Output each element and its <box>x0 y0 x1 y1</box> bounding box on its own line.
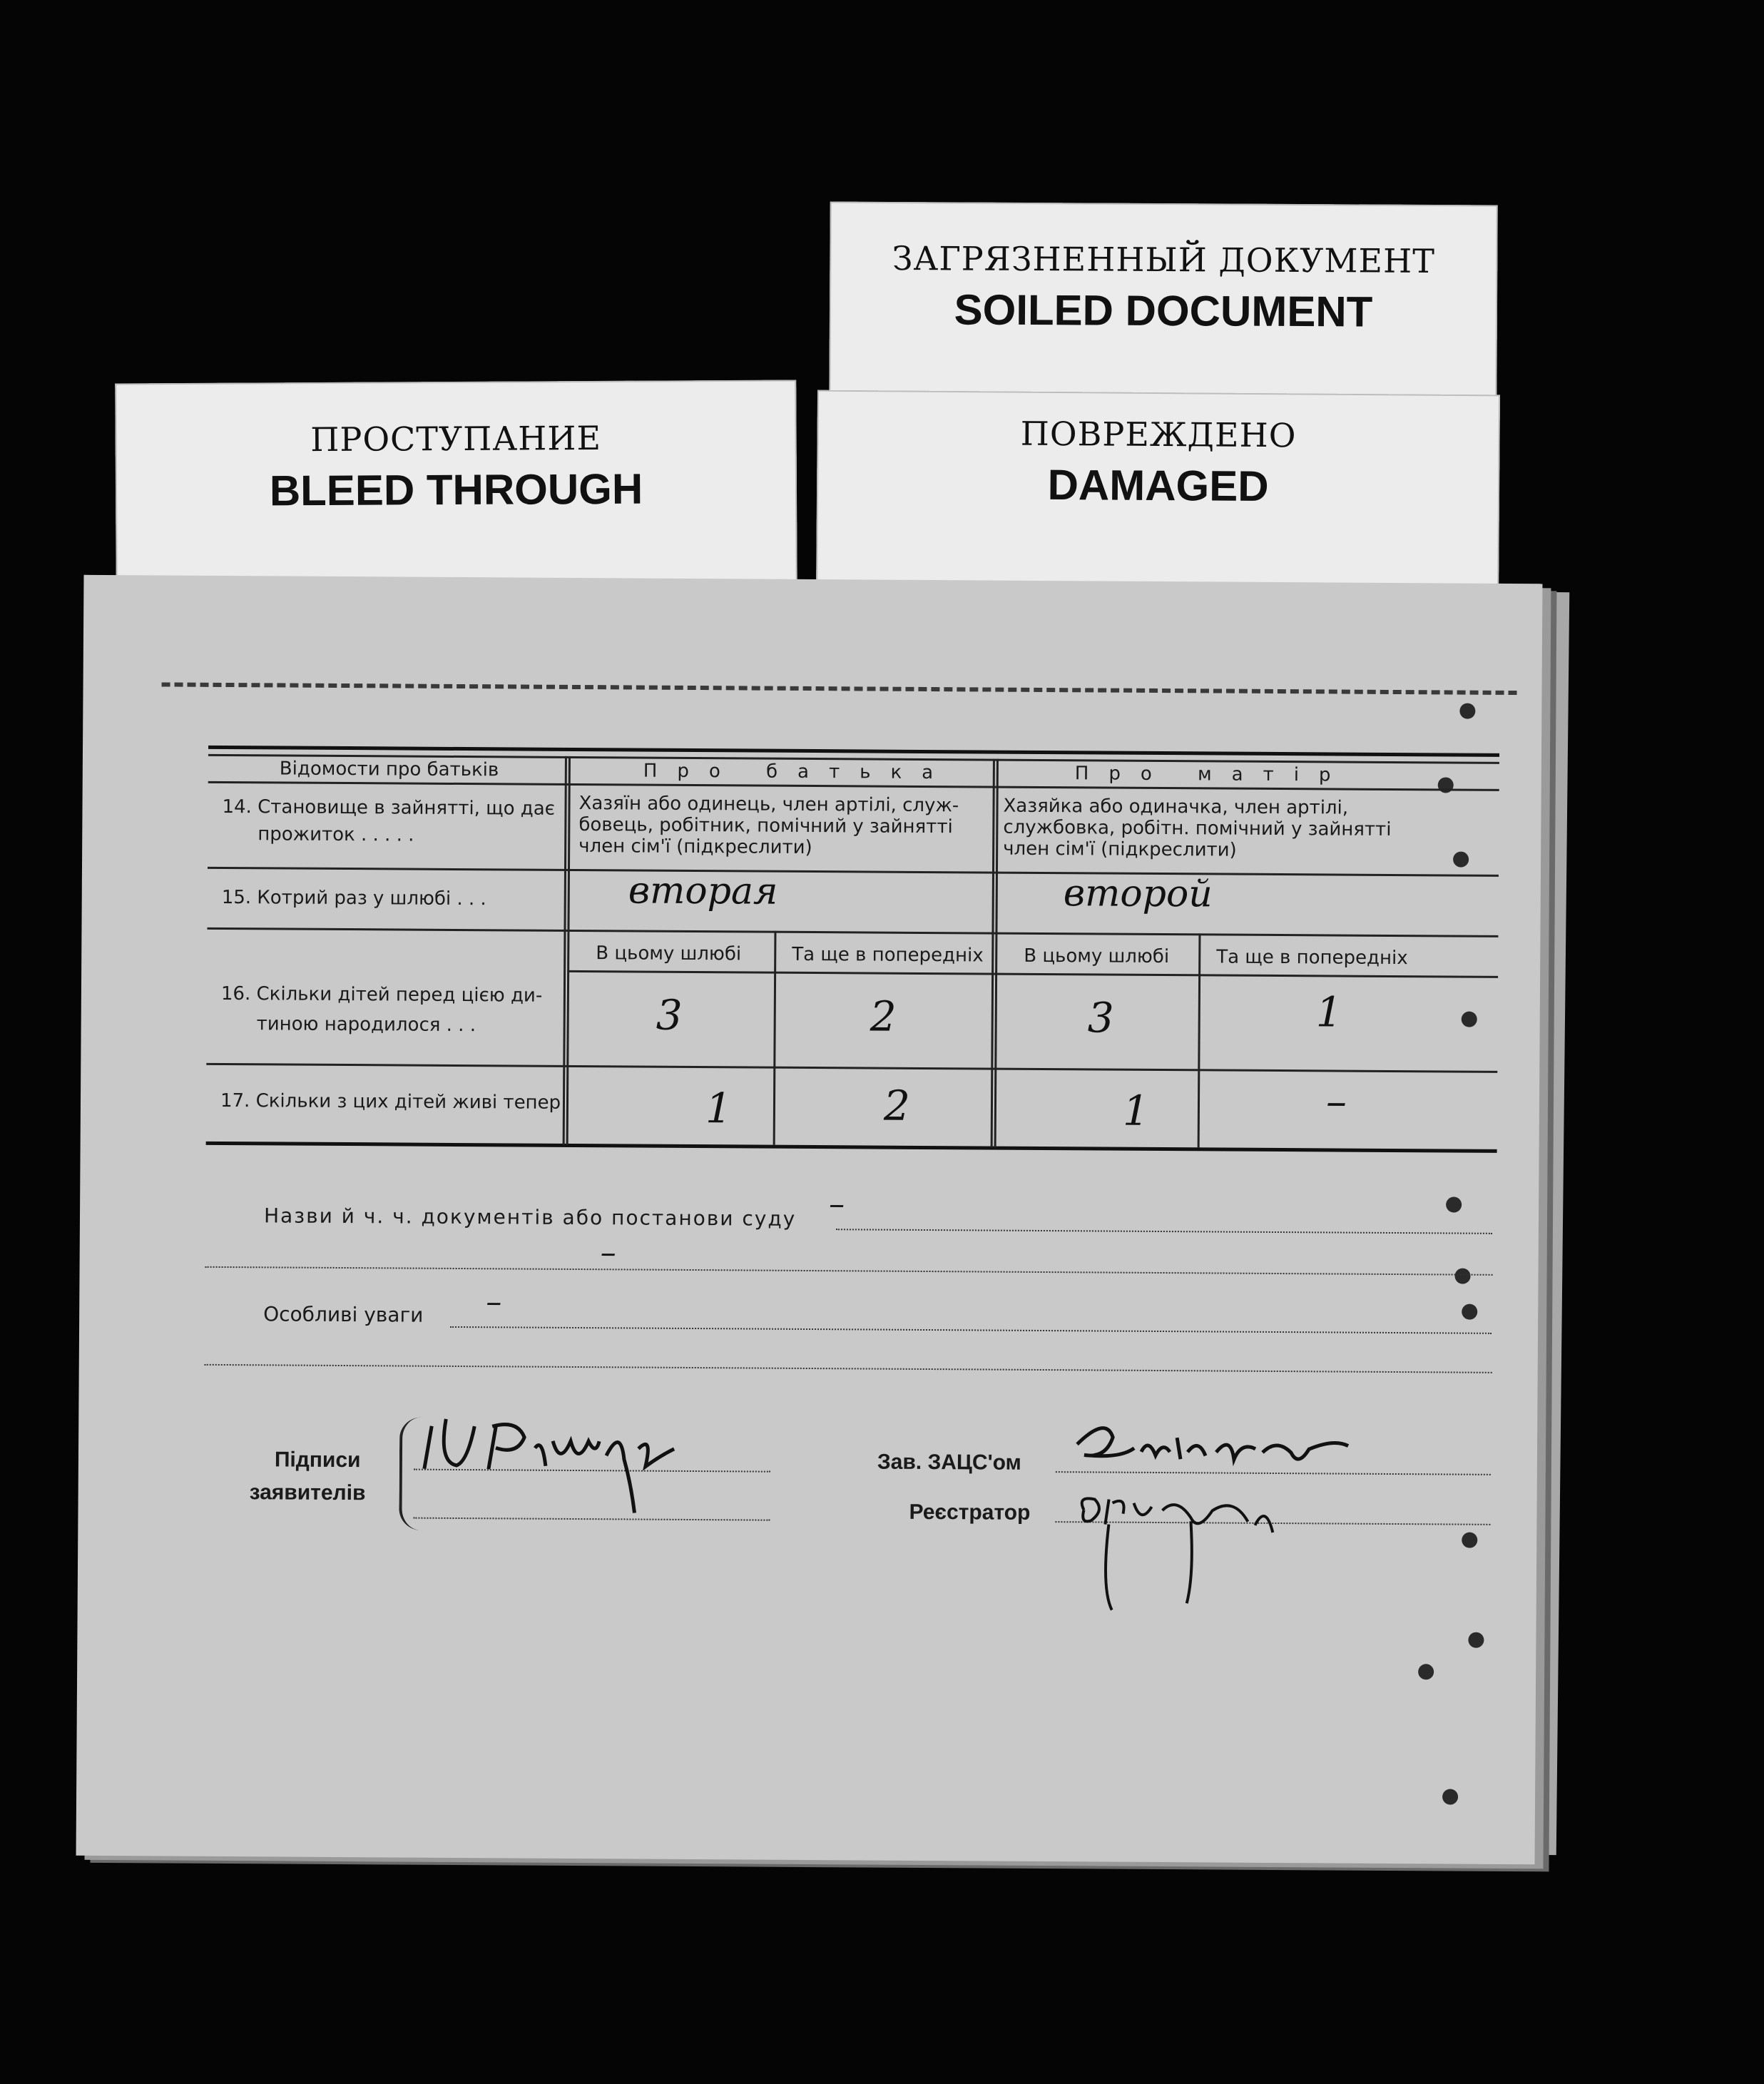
row-rule <box>206 1063 1497 1073</box>
head-signature <box>1063 1408 1434 1489</box>
soiled-document-flag <box>829 202 1498 412</box>
punch-hole <box>1442 1789 1458 1804</box>
header-about-father: Про батька <box>643 760 954 784</box>
row14-label-1: 14. Становище в зайнятті, що дає <box>222 796 556 820</box>
punch-hole <box>1462 1304 1477 1320</box>
documents-line-2 <box>205 1266 1493 1276</box>
notes-label: Особливі уваги <box>263 1302 424 1327</box>
row16-father-this: 3 <box>656 990 683 1040</box>
row14-father-2: бовець, робітник, помічний у зайнятті <box>578 814 953 838</box>
signatures-label-1: Підписи <box>274 1448 361 1473</box>
col-rule <box>1198 933 1201 1147</box>
form-page <box>76 575 1543 1864</box>
documents-line <box>836 1229 1492 1234</box>
registrar-signature <box>1069 1481 1370 1626</box>
row-rule <box>208 867 1499 877</box>
subheader-rule <box>568 970 1498 978</box>
row17-label: 17. Скільки з цих дітей живі тепер <box>220 1089 561 1114</box>
flag-damaged-en: DAMAGED <box>1047 460 1269 511</box>
subheader-father-this: В цьому шлюбі <box>596 942 742 965</box>
damaged-flag <box>816 390 1500 602</box>
notes-value: – <box>486 1284 502 1321</box>
row-rule <box>207 927 1498 937</box>
subheader-mother-this: В цьому шлюбі <box>1024 945 1170 968</box>
row17-father-prev: 2 <box>883 1081 911 1130</box>
punch-hole <box>1459 703 1475 719</box>
punch-hole <box>1418 1664 1434 1679</box>
documents-value-2: – <box>600 1234 616 1271</box>
punch-hole <box>1462 1532 1477 1548</box>
row16-mother-prev: 1 <box>1315 987 1342 1037</box>
flag-bleed-en: BLEED THROUGH <box>269 464 643 515</box>
punch-hole <box>1446 1196 1462 1212</box>
documents-label: Назви й ч. ч. документів або постанови суду <box>263 1204 797 1231</box>
header-parents-info: Відомости про батьків <box>279 758 499 781</box>
row14-mother-1: Хазяйка або одиначка, член артілі, <box>1003 795 1349 819</box>
row16-father-prev: 2 <box>870 992 897 1041</box>
row14-mother-3: член сім'ї (підкреслити) <box>1003 838 1237 861</box>
row16-label-1: 16. Скільки дітей перед цією ди- <box>220 982 543 1007</box>
perforation-line <box>162 682 1517 695</box>
row14-father-1: Хазяїн або одинець, член артілі, служ- <box>578 793 959 817</box>
flag-soiled-ru: ЗАГРЯЗНЕННЫЙ ДОКУМЕНТ <box>892 239 1436 280</box>
row16-label-2: тиною народилося . . . <box>256 1013 476 1037</box>
row17-mother-this: 1 <box>1122 1086 1150 1135</box>
row14-label-2: прожиток . . . . . <box>258 823 414 846</box>
col-rule <box>566 756 571 1145</box>
row15-mother-value: второй <box>1063 872 1213 916</box>
col-rule <box>773 931 777 1145</box>
row17-father-this: 1 <box>705 1084 733 1133</box>
subheader-mother-prev: Та ще в попередніх <box>1216 946 1408 970</box>
flag-damaged-ru: ПОВРЕЖДЕНО <box>1020 414 1297 455</box>
parents-info-table <box>206 746 1499 1153</box>
row15-father-value: вторая <box>628 869 778 913</box>
punch-hole <box>1454 1269 1470 1284</box>
signatures-label-2: заявителів <box>249 1480 366 1505</box>
row14-mother-2: службовка, робітн. помічний у зайнятті <box>1003 816 1392 840</box>
table-bottom-rule <box>206 1142 1497 1153</box>
flag-soiled-en: SOILED DOCUMENT <box>954 285 1373 336</box>
flag-bleed-ru: ПРОСТУПАНИЕ <box>310 418 602 459</box>
head-label: Зав. ЗАЦС'ом <box>877 1450 1021 1475</box>
applicant-signature <box>417 1398 760 1528</box>
row15-label: 15. Котрий раз у шлюбі . . . <box>221 886 486 910</box>
registrar-label: Реєстратор <box>909 1500 1031 1525</box>
row14-father-3: член сім'ї (підкреслити) <box>578 835 812 859</box>
row17-mother-prev: – <box>1325 1077 1347 1126</box>
bleed-through-flag <box>115 380 797 598</box>
notes-line <box>450 1326 1492 1334</box>
notes-line-2 <box>205 1364 1492 1373</box>
subheader-father-prev: Та ще в попередніх <box>792 943 984 967</box>
row16-mother-this: 3 <box>1087 993 1114 1042</box>
punch-hole <box>1468 1632 1484 1648</box>
col-rule <box>994 759 999 1148</box>
documents-value: – <box>828 1186 845 1223</box>
header-about-mother: Про матір <box>1074 763 1351 786</box>
